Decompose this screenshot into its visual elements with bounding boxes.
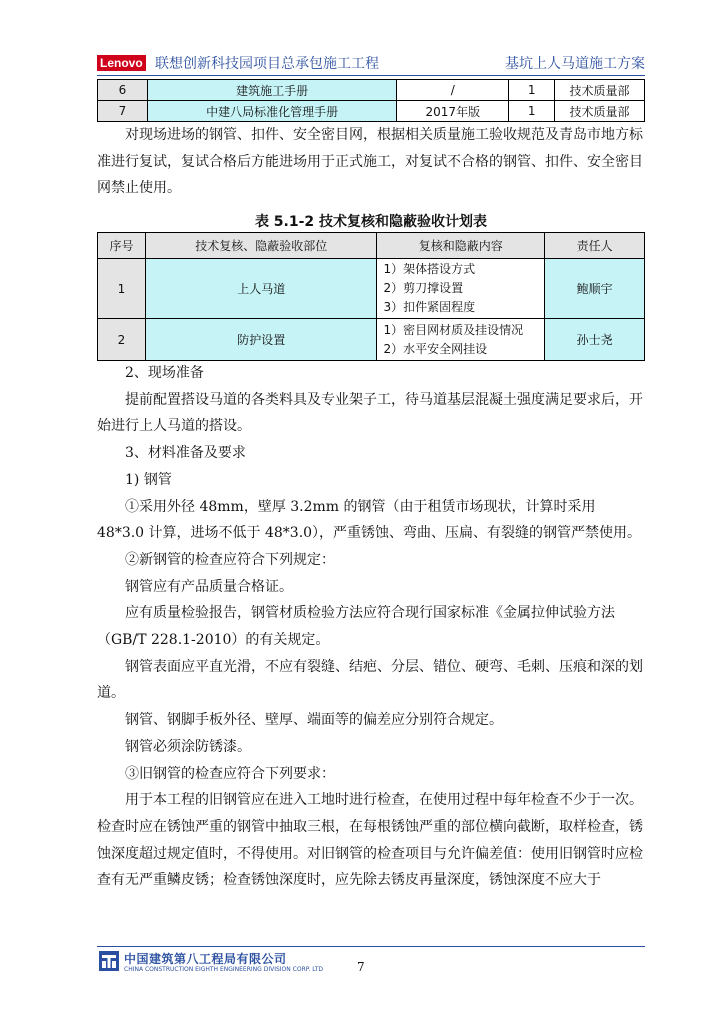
check-item: 1）架体搭设方式: [383, 262, 476, 276]
plan-table: [97, 232, 645, 361]
check-item: 2）剪刀撑设置: [383, 281, 464, 295]
row-number: 6: [98, 80, 148, 101]
body-text: [97, 360, 645, 894]
header-person: 责任人: [545, 233, 645, 259]
paragraph: 用于本工程的旧钢管应在进入工地时进行检查，在使用过程中每年检查不少于一次。检查时应在锈蚀严重的钢管中抽取三根，在每根锈蚀严重的部位横向截断，取样检查，锈蚀深度超过规定值时，不得使用。对旧钢管的检查项目与允许偏差值：使用旧钢管时应检查有无严重鳞皮锈；检查锈蚀深度时，应先除去锈皮再量深度，锈蚀深度不应大于: [97, 792, 643, 889]
header-rule: [97, 75, 645, 76]
manual-version: 2017年版: [397, 101, 509, 122]
header-part: 技术复核、隐蔽验收部位: [145, 233, 377, 259]
company-name-cn: 中国建筑第八工程局有限公司: [124, 952, 287, 966]
table-row: [98, 319, 645, 361]
header-content: 复核和隐蔽内容: [377, 233, 545, 259]
reference-table: [97, 79, 645, 122]
manual-dept: 技术质量部: [555, 80, 645, 101]
section-heading: 3、材料准备及要求: [125, 445, 246, 462]
paragraph: ①采用外径 48mm，壁厚 3.2mm 的钢管（由于租赁市场现状，计算时采用 48*3.0 计算，进场不低于 48*3.0），严重锈蚀、弯曲、压扁、有裂缝的钢管严禁使用。: [97, 498, 642, 542]
manual-qty: 1: [509, 80, 555, 101]
check-items: [377, 319, 545, 361]
page-header: [97, 54, 645, 74]
responsible-person: 孙士尧: [545, 319, 645, 361]
manual-version: /: [397, 80, 509, 101]
manual-name: 中建八局标准化管理手册: [147, 101, 396, 122]
check-item: 3）扣件紧固程度: [383, 300, 476, 314]
intro-paragraph: 对现场进场的钢管、扣件、安全密目网，根据相关质量施工验收规范及青岛市地方标准进行复试，复试合格后方能进场用于正式施工，对复试不合格的钢管、扣件、安全密目网禁止使用。: [97, 127, 643, 197]
lenovo-logo: Lenovo: [97, 55, 146, 71]
row-number: 2: [98, 319, 146, 361]
table-header-row: [98, 233, 645, 259]
table-caption: 表 5.1-2 技术复核和隐蔽验收计划表: [254, 214, 488, 230]
manual-name: 建筑施工手册: [147, 80, 396, 101]
row-number: 1: [98, 259, 146, 319]
table-row: [98, 101, 645, 122]
check-items: [377, 259, 545, 319]
paragraph: ③旧钢管的检查应符合下列要求：: [125, 765, 335, 782]
table-row: [98, 80, 645, 101]
check-item: 1）密目网材质及挂设情况: [383, 322, 524, 337]
row-number: 7: [98, 101, 148, 122]
plan-title: 基坑上人马道施工方案: [505, 56, 645, 72]
manual-qty: 1: [509, 101, 555, 122]
sub-heading: 1) 钢管: [125, 471, 172, 488]
footer-rule: [97, 946, 645, 947]
responsible-person: 鲍顺宇: [545, 259, 645, 319]
paragraph: ②新钢管的检查应符合下列规定：: [125, 551, 335, 568]
cscec-logo-icon: [99, 951, 119, 971]
paragraph: 钢管必须涂防锈漆。: [125, 738, 251, 755]
section-heading: 2、现场准备: [125, 365, 204, 381]
check-item: 2）水平安全网挂设: [383, 341, 488, 356]
check-part: 上人马道: [145, 259, 377, 319]
table-row: [98, 259, 645, 319]
paragraph: 钢管、钢脚手板外径、壁厚、端面等的偏差应分别符合规定。: [125, 712, 503, 729]
company-name-en: CHINA CONSTRUCTION EIGHTH ENGINEERING DIVISION CORP. LTD: [124, 966, 324, 973]
project-title: 联想创新科技园项目总承包施工工程: [155, 56, 379, 72]
manual-dept: 技术质量部: [555, 101, 645, 122]
page-number: 7: [357, 960, 365, 974]
paragraph: 钢管应有产品质量合格证。: [125, 578, 293, 595]
paragraph: 应有质量检验报告，钢管材质检验方法应符合现行国家标准《金属拉伸试验方法（GB/T 228.1-2010）的有关规定。: [97, 605, 615, 649]
check-part: 防护设置: [145, 319, 377, 361]
paragraph: 提前配置搭设马道的各类料具及专业架子工，待马道基层混凝土强度满足要求后，开始进行上人马道的搭设。: [97, 391, 643, 435]
header-no: 序号: [98, 233, 146, 259]
paragraph: 钢管表面应平直光滑，不应有裂缝、结疤、分层、错位、硬弯、毛刺、压痕和深的划道。: [97, 658, 643, 702]
